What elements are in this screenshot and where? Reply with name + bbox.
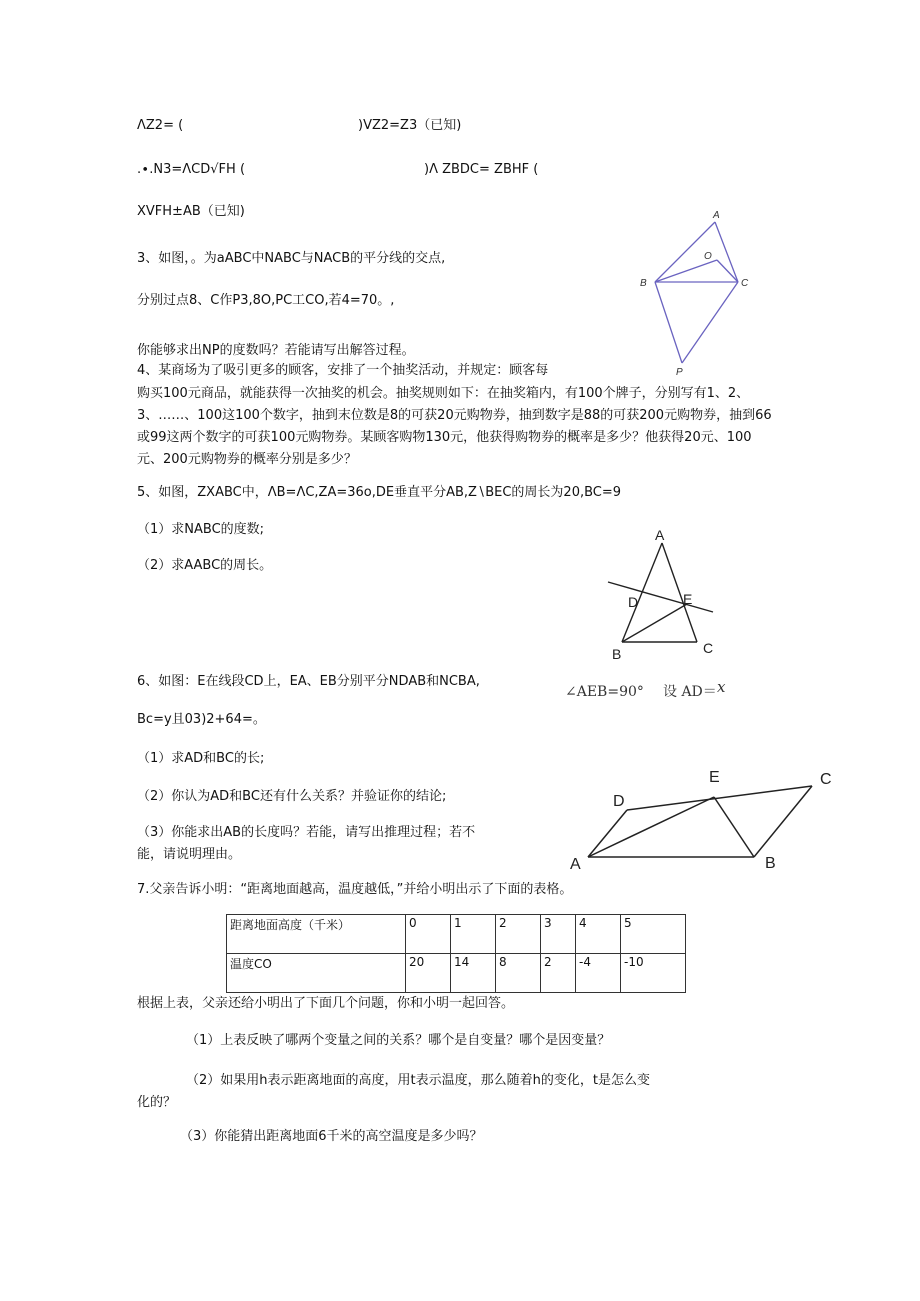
q3-edge-cp — [682, 282, 738, 363]
line-2b: )Λ ZBDC= ZBHF ( — [424, 162, 539, 177]
q3-line1: 3、如图，。为aABC中NABC与NACB的平分线的交点, — [137, 251, 446, 266]
q4-line1: 4、某商场为了吸引更多的顾客，安排了一个抽奖活动，并规定：顾客每 — [137, 363, 549, 378]
q3-label-a: A — [713, 210, 720, 221]
table-cell-temperature-label: 温度CO — [227, 954, 406, 993]
table-cell: 0 — [406, 915, 451, 954]
q7-sub2a: （2）如果用h表示距离地面的高度，用t表示温度，那么随着h的变化，t是怎么变 — [186, 1073, 650, 1088]
q5-label-d: D — [628, 594, 639, 610]
q3-edge-bp — [655, 282, 682, 363]
q7-sub3: （3）你能猜出距离地面6千米的高空温度是多少吗？ — [180, 1129, 483, 1144]
q5-label-e: E — [683, 591, 693, 607]
q6-edge-be — [714, 797, 754, 857]
q6-aside-x: x — [717, 678, 726, 696]
q6-sub3b: 能，请说明理由。 — [137, 847, 242, 862]
q6-aside-angle: ∠AEB=90° — [565, 684, 644, 700]
q6-figure — [560, 760, 850, 880]
q6-label-e: E — [709, 769, 720, 786]
q6-edge-da — [588, 810, 627, 857]
table-cell: 4 — [576, 915, 621, 954]
line-1a: ΛZ2= ( — [137, 118, 184, 133]
q3-label-o: O — [704, 251, 712, 262]
line-3: XVFH±AB（已知) — [137, 204, 245, 219]
q6-line2: Bc=y且03)2+64=。 — [137, 712, 266, 727]
table-cell-height-label: 距离地面高度（千米） — [227, 915, 406, 954]
table-cell: 2 — [541, 954, 576, 993]
table-cell: 5 — [621, 915, 686, 954]
q6-sub2: （2）你认为AD和BC还有什么关系？并验证你的结论; — [137, 789, 447, 804]
line-2a: .∙.N3=ΛCD√FH ( — [137, 162, 246, 177]
q3-edge-co — [717, 260, 738, 282]
q6-edge-bc — [754, 786, 812, 857]
q7-sub2b: 化的？ — [137, 1095, 177, 1110]
temperature-table — [226, 914, 686, 993]
q7-sub1: （1）上表反映了哪两个变量之间的关系？哪个是自变量？哪个是因变量？ — [186, 1033, 611, 1048]
q6-sub3a: （3）你能求出AB的长度吗？若能，请写出推理过程；若不 — [137, 825, 476, 840]
q7-after-table: 根据上表，父亲还给小明出了下面几个问题，你和小明一起回答。 — [137, 996, 515, 1011]
q5-sub2: （2）求AABC的周长。 — [137, 558, 273, 573]
q3-figure — [630, 205, 760, 378]
q5-sub1: （1）求NABC的度数; — [137, 522, 265, 537]
table-cell: 14 — [451, 954, 496, 993]
q3-line3: 你能够求出NP的度数吗？若能请写出解答过程。 — [137, 343, 415, 358]
q5-figure — [600, 525, 730, 665]
q5-label-c: C — [703, 640, 714, 656]
q6-edge-ae — [588, 797, 714, 857]
q3-edge-bo — [655, 260, 717, 282]
table-cell: 2 — [496, 915, 541, 954]
table-cell: -4 — [576, 954, 621, 993]
q7-line1: 7.父亲告诉小明：“距离地面越高，温度越低，”并给小明出示了下面的表格。 — [137, 882, 573, 897]
q6-label-d: D — [613, 793, 625, 810]
q5-label-a: A — [655, 527, 665, 543]
q6-aside-set: 设 AD＝ — [663, 684, 717, 700]
table-cell: 1 — [451, 915, 496, 954]
table-cell: 20 — [406, 954, 451, 993]
table-cell: -10 — [621, 954, 686, 993]
line-1b: )VZ2=Z3（已知) — [358, 118, 462, 133]
table-cell: 3 — [541, 915, 576, 954]
table-row-temperature — [227, 954, 686, 993]
q6-label-b: B — [765, 855, 776, 872]
q6-label-a: A — [570, 856, 581, 873]
q6-line1: 6、如图：E在线段CD上，EA、EB分别平分NDAB和NCBA, — [137, 674, 480, 689]
q5-line1: 5、如图，ZXABC中，ΛB=ΛC,ZA=36o,DE垂直平分AB,Z∖BEC的周长为20,BC=9 — [137, 485, 622, 500]
q3-label-p: P — [676, 367, 683, 378]
q3-line2: 分别过点8、C作P3,8O,PC工CO,若4=70。, — [137, 293, 395, 308]
q3-edge-ac — [715, 222, 738, 282]
q5-perpendicular-bisector — [608, 582, 713, 612]
table-row-height — [227, 915, 686, 954]
q6-sub1: （1）求AD和BC的长; — [137, 751, 265, 766]
q5-edge-ab — [622, 543, 662, 642]
q4-body: 购买100元商品，就能获得一次抽奖的机会。抽奖规则如下：在抽奖箱内，有100个牌子，分别写有1、2、3、……、100这100个数字，抽到末位数是8的可获20元购物券，抽到数字是88的可获200元购物券，抽到66或99这两个数字的可获100元购物券。某顾客购物130元，他获得购物券的概率是多少？他获得20元、100元、200元购物券的概率分别是多少？ — [137, 386, 772, 467]
q3-label-b: B — [640, 278, 647, 289]
q5-label-b: B — [612, 646, 622, 662]
q3-label-c: C — [741, 278, 749, 289]
table-cell: 8 — [496, 954, 541, 993]
q6-label-c: C — [820, 771, 832, 788]
